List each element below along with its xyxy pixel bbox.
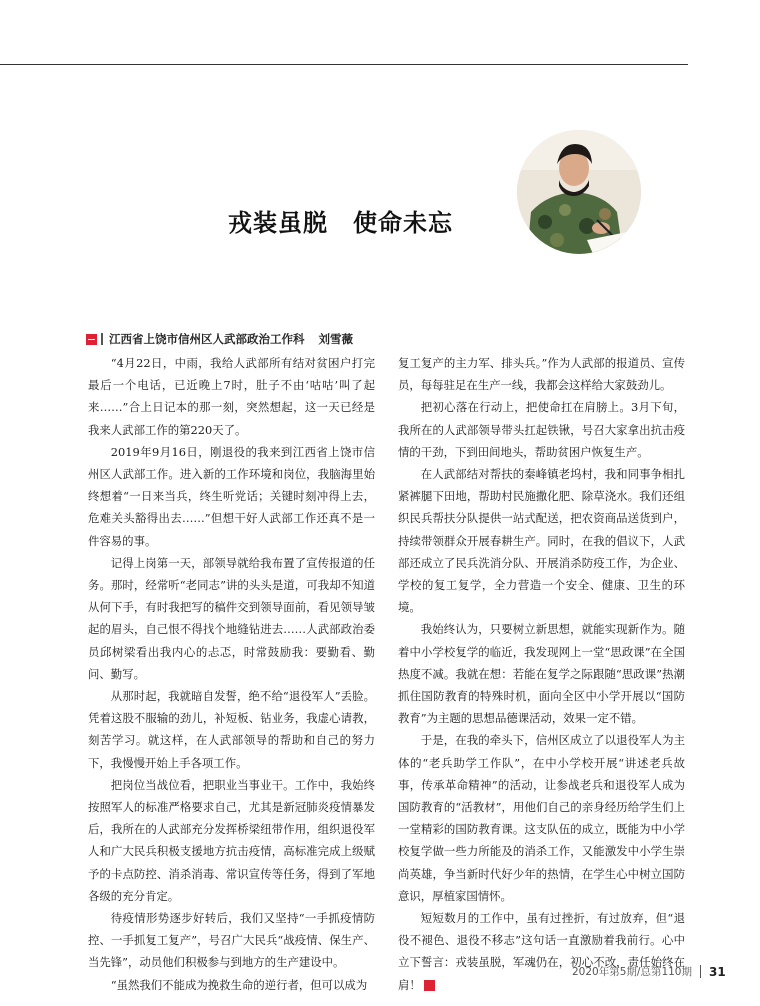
article-paragraph xyxy=(88,774,375,907)
article-paragraph xyxy=(88,907,375,974)
paragraph-text: 我始终认为，只要树立新思想，就能实现新作为。随着中小学校复学的临近，我发现网上一堂“思政课”在全国热度不减。我就在想：若能在复学之际跟随“思政课”热潮抓住国防教育的特殊时机，面向全区中小学开展以“国防教育”为主题的思想品德课活动，效果一定不错。 xyxy=(398,622,685,726)
author-photo xyxy=(517,130,641,254)
article-paragraph xyxy=(88,974,375,996)
paragraph-text: 2019年9月16日，刚退役的我来到江西省上饶市信州区人武部工作。进入新的工作环境和岗位，我脑海里始终想着“一日来当兵，终生听党话；关键时刻冲得上去，危难关头豁得出去……”但想干好人武部工作还真不是一件容易的事。 xyxy=(88,444,375,548)
paragraph-text: 把岗位当战位看，把职业当事业干。工作中，我始终按照军人的标准严格要求自己，尤其是新冠肺炎疫情暴发后，我所在的人武部充分发挥桥梁纽带作用，组织退役军人和广大民兵积极支援地方抗击疫情，高标准完成上级赋予的卡点防控、消杀消毒、常识宣传等任务，得到了军地各级的充分肯定。 xyxy=(88,777,375,903)
paragraph-text: 在人武部结对帮扶的秦峰镇老坞村，我和同事争相扎紧裤腿下田地，帮助村民施撒化肥、除草浇水。我们还组织民兵帮扶分队提供一站式配送，把农资商品送货到户，持续带领群众开展春耕生产。同时，在我的倡议下，人武部还成立了民兵洗消分队、开展消杀防疫工作，为企业、学校的复工复学，全力营造一个安全、健康、卫生的环境。 xyxy=(398,467,685,615)
footer-divider xyxy=(700,965,701,978)
paragraph-text: 待疫情形势逐步好转后，我们又坚持“一手抓疫情防控、一手抓复工复产”，号召广大民兵“战疫情、保生产、当先锋”，动员他们积极参与到地方的生产建设中。 xyxy=(88,911,375,970)
paragraph-text: “虽然我们不能成为挽救生命的逆行者，但可以成为 xyxy=(110,977,368,992)
article-paragraph xyxy=(88,685,375,774)
paragraph-text: “4月22日，中雨，我给人武部所有结对贫困户打完最后一个电话，已近晚上7时，肚子不由‘咕咕’叫了起来……”合上日记本的那一刻，突然想起，这一天已经是我来人武部工作的第220天了。 xyxy=(88,356,375,437)
byline-organization: 江西省上饶市信州区人武部政治工作科 xyxy=(109,332,305,346)
end-mark-icon: G xyxy=(424,980,435,991)
paragraph-text: 从那时起，我就暗自发誓，绝不给“退役军人”丢脸。凭着这股不服输的劲儿，补短板、钻业务，我虚心请教，刻苦学习。就这样，在人武部领导的帮助和自己的努力下，我慢慢开始上手各项工作。 xyxy=(88,689,375,770)
article-paragraph xyxy=(398,907,685,996)
byline-author: 刘雪薇 xyxy=(318,332,353,346)
article-column-left xyxy=(88,352,375,996)
article-column-right xyxy=(398,352,685,996)
article-title: 戎装虽脱 使命未忘 xyxy=(228,209,453,237)
paragraph-text: 于是，在我的牵头下，信州区成立了以退役军人为主体的“老兵助学工作队”，在中小学校开展“讲述老兵故事，传承革命精神”的活动，让参战老兵和退役军人成为国防教育的“活教材”，用他们自己的亲身经历给学生们上一堂精彩的国防教育课。这支队伍的成立，既能为中小学校复学做一些力所能及的消杀工作，又能激发中小学生崇尚英雄，争当新时代好少年的热情，在学生心中树立国防意识，厚植家国情怀。 xyxy=(398,733,685,903)
paragraph-text: 记得上岗第一天，部领导就给我布置了宣传报道的任务。那时，经常听“老同志”讲的头头是道，可我却不知道从何下手，有时我把写的稿件交到领导面前，看见领导皱起的眉头，自己恨不得找个地缝钻进去……人武部政治委员邱树梁看出我内心的忐忑，时常鼓励我：要勤看、勤问、勤写。 xyxy=(88,555,375,681)
article-paragraph xyxy=(398,618,685,729)
article-paragraph xyxy=(88,352,375,441)
article-paragraph xyxy=(398,729,685,907)
byline-divider xyxy=(101,333,103,345)
page-number: 31 xyxy=(708,964,726,979)
article-paragraph xyxy=(88,441,375,552)
page-footer xyxy=(572,964,726,979)
article-paragraph xyxy=(398,463,685,618)
byline-mail-icon xyxy=(86,334,97,345)
article-paragraph xyxy=(88,552,375,685)
article-paragraph xyxy=(398,352,685,396)
header-rule xyxy=(0,64,688,65)
byline xyxy=(86,331,353,347)
paragraph-text: 复工复产的主力军、排头兵。”作为人武部的报道员、宣传员，每每驻足在生产一线，我都会这样给大家鼓劲儿。 xyxy=(398,356,685,393)
paragraph-text: 短短数月的工作中，虽有过挫折，有过放弃，但“退役不褪色、退役不移志”这句话一直激励着我前行。心中立下誓言：戎装虽脱，军魂仍在，初心不改，责任始终在肩！ xyxy=(398,911,685,992)
soldier-writing-illustration xyxy=(517,130,641,254)
article-paragraph xyxy=(398,396,685,463)
paragraph-text: 把初心落在行动上，把使命扛在肩膀上。3月下旬，我所在的人武部领导带头扛起铁锹，号召大家拿出抗击疫情的干劲，下到田间地头，帮助贫困户恢复生产。 xyxy=(398,400,685,459)
issue-label: 2020年第5期/总第110期 xyxy=(572,966,692,978)
